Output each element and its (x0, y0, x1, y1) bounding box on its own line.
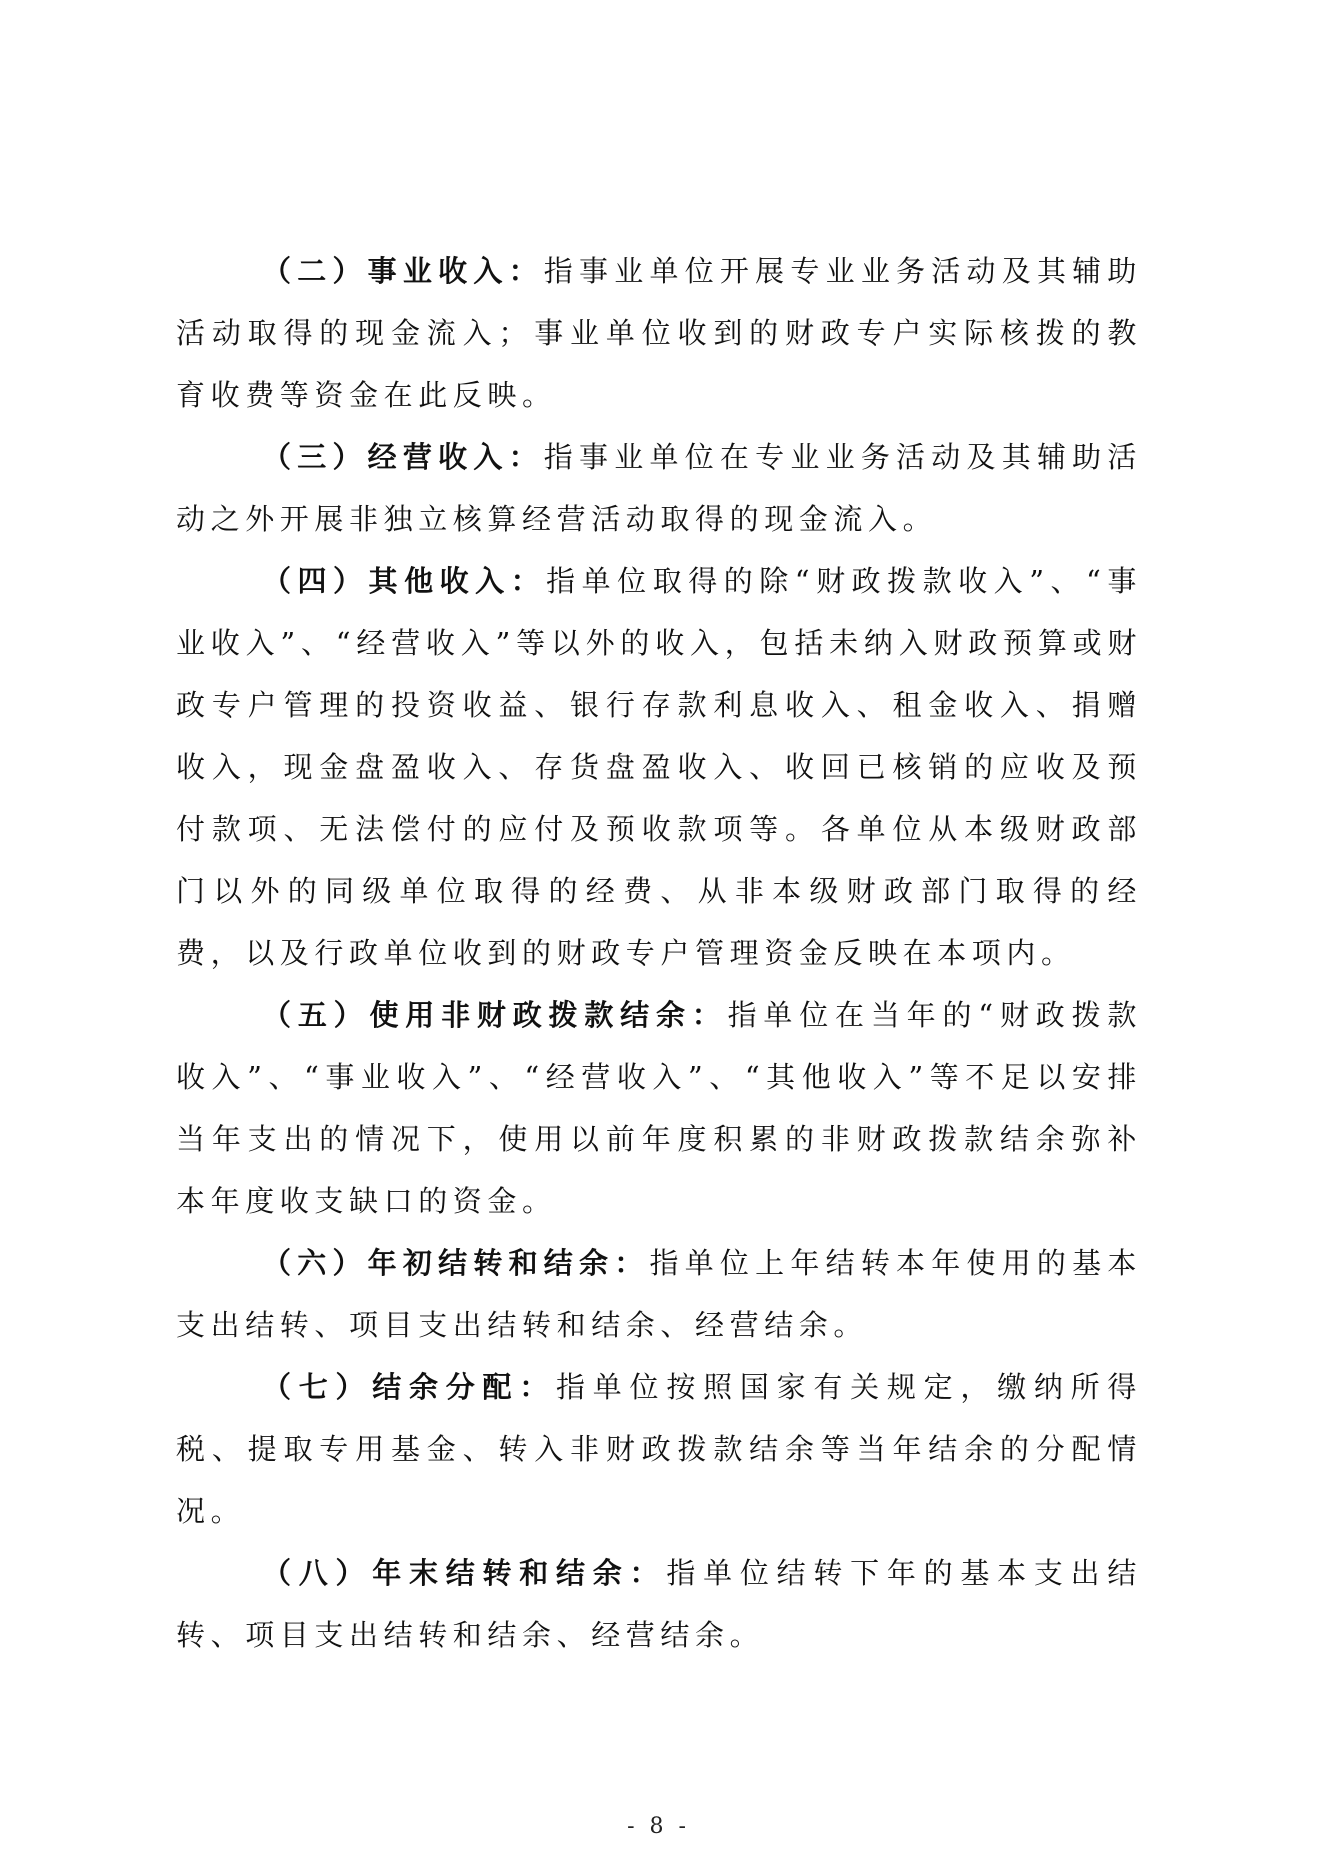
paragraph-text: 指单位在当年的“财政拨款收入”、“事业收入”、“经营收入”、“其他收入”等不足以安排当年支出的情况下，使用以前年度积累的非财政拨款结余弥补本年度收支缺口的资金。 (176, 998, 1142, 1218)
paragraph-term: （五）使用非财政拨款结余： (262, 998, 728, 1032)
paragraph-text: 指单位按照国家有关规定，缴纳所得税、提取专用基金、转入非财政拨款结余等当年结余的分配情况。 (176, 1370, 1142, 1528)
document-body (176, 240, 1142, 1666)
paragraph-term: （四）其他收入： (262, 564, 547, 598)
paragraph-non-fiscal-surplus (176, 984, 1142, 1232)
paragraph-other-income (176, 550, 1142, 984)
paragraph-term: （八）年末结转和结余： (262, 1556, 667, 1590)
paragraph-opening-balance (176, 1232, 1142, 1356)
paragraph-jingying-income (176, 426, 1142, 550)
paragraph-closing-balance (176, 1542, 1142, 1666)
page-number: - 8 - (627, 1814, 690, 1839)
paragraph-term: （六）年初结转和结余： (262, 1246, 650, 1280)
paragraph-term: （三）经营收入： (262, 440, 544, 474)
paragraph-surplus-distribution (176, 1356, 1142, 1542)
paragraph-text: 指单位上年结转本年使用的基本支出结转、项目支出结转和结余、经营结余。 (176, 1246, 1142, 1342)
paragraph-term: （二）事业收入： (262, 254, 544, 288)
paragraph-text: 指单位结转下年的基本支出结转、项目支出结转和结余、经营结余。 (176, 1556, 1142, 1652)
paragraph-text: 指事业单位开展专业业务活动及其辅助活动取得的现金流入；事业单位收到的财政专户实际核拨的教育收费等资金在此反映。 (176, 254, 1142, 412)
paragraph-text: 指事业单位在专业业务活动及其辅助活动之外开展非独立核算经营活动取得的现金流入。 (176, 440, 1142, 536)
paragraph-term: （七）结余分配： (262, 1370, 557, 1404)
paragraph-text: 指单位取得的除“财政拨款收入”、“事业收入”、“经营收入”等以外的收入，包括未纳入财政预算或财政专户管理的投资收益、银行存款利息收入、租金收入、捐赠收入，现金盘盈收入、存货盘盈收入、收回已核销的应收及预付款项、无法偿付的应付及预收款项等。各单位从本级财政部门以外的同级单位取得的经费、从非本级财政部门取得的经费，以及行政单位收到的财政专户管理资金反映在本项内。 (176, 564, 1142, 970)
paragraph-shiye-income (176, 240, 1142, 426)
